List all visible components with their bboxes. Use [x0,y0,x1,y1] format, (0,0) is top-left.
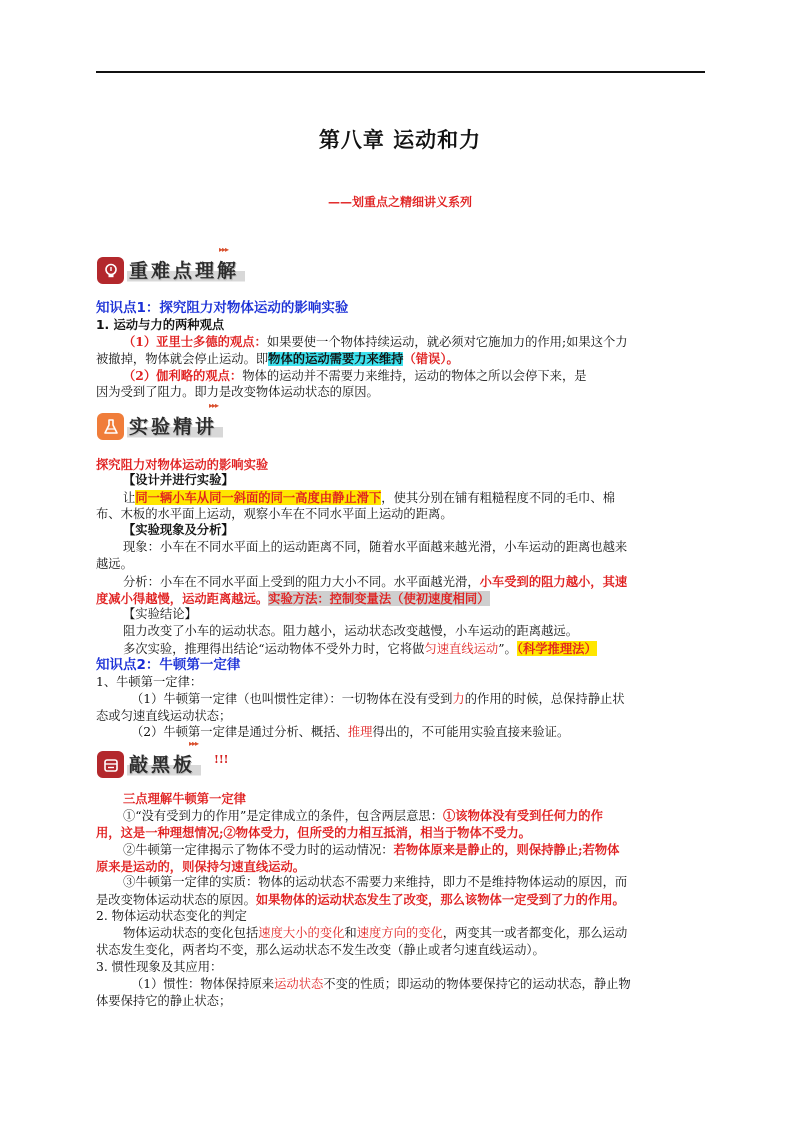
design-line1: 让同一辆小车从同一斜面的同一高度由静止滑下，使其分别在铺有粗糙程度不同的毛巾、棉 [123,490,615,505]
understanding-line3: ②牛顿第一定律揭示了物体不受力时的运动情况：若物体原来是静止的，则保持静止;若物体 [123,842,620,857]
key-points-banner [97,245,257,287]
blackboard-banner [97,739,237,781]
phenomenon-line1: 现象：小车在不同水平面上的运动距离不同，随着水平面越来越光滑，小车运动的距离也越来 [123,540,628,554]
conclusion-heading: 【实验结论】 [123,607,197,621]
section4-item3: 3. 惯性现象及其应用： [96,960,223,974]
arrows-icon: ▸▸▸ [189,739,199,748]
section1-heading: 知识点1：探究阻力对物体运动的影响实验 [96,300,349,316]
understanding-line6: 是改变物体运动状态的原因。如果物体的运动状态发生了改变，那么该物体一定受到了力的作用。 [96,892,625,907]
section2-heading: 探究阻力对物体运动的影响实验 [96,457,269,472]
design-line2: 布、木板的水平面上运动，观察小车在不同水平面上运动的距离。 [96,507,453,521]
understanding-line5: ③牛顿第一定律的实质：物体的运动状态不需要力来维持，即力不是维持物体运动的原因，而 [123,875,628,889]
understanding-line4: 原来是运动的，则保持匀速直线运动。 [96,859,306,874]
galileo-view-cont: 因为受到了阻力。即力是改变物体运动状态的原因。 [96,385,379,399]
newton-law-line2: 态或匀速直线运动状态； [96,709,232,723]
state-change-line2: 状态发生变化，两者均不变，那么运动状态不发生改变（静止或者匀速直线运动）。 [96,943,545,957]
analysis-line2: 度减小得越慢，运动距离越远。实验方法：控制变量法（使初速度相同） [96,591,490,606]
top-rule [96,71,705,73]
design-heading: 【设计并进行实验】 [123,473,234,487]
banner-title: 重难点理解 [127,256,245,283]
experiment-banner [97,401,257,443]
phenomenon-line2: 越远。 [96,557,133,571]
aristotle-view-cont: 被撤掉，物体就会停止运动。即物体的运动需要力来维持（错误）。 [96,351,459,366]
section1-subheading: 1. 运动与力的两种观点 [96,318,225,332]
conclusion-line1: 阻力改变了小车的运动状态。阻力越小，运动状态改变越慢，小车运动的距离越远。 [123,624,578,638]
newton-law-verification: （2）牛顿第一定律是通过分析、概括、推理得出的，不可能用实验直接来验证。 [131,725,570,739]
arrows-icon: ▸▸▸ [219,245,229,254]
arrows-icon: ▸▸▸ [209,401,219,410]
section3-item1: 1、牛顿第一定律： [96,675,203,689]
banner-title: 实验精讲 [127,412,223,439]
section3-heading: 知识点2：牛顿第一定律 [96,657,241,673]
flask-icon [97,413,124,440]
analysis-line1: 分析：小车在不同水平面上受到的阻力大小不同。水平面越光滑，小车受到的阻力越小，其速 [123,574,628,589]
calendar-board-icon [97,751,124,778]
lightbulb-icon [97,257,124,284]
inertia-line2: 体要保持它的静止状态； [96,994,232,1008]
newton-law-line1: （1）牛顿第一定律（也叫惯性定律）：一切物体在没有受到力的作用的时候，总保持静止状 [131,692,625,706]
aristotle-view: （1）亚里士多德的观点：如果要使一个物体持续运动，就必须对它施加力的作用;如果这个力 [123,334,628,349]
understanding-line2: 用，这是一种理想情况;②物体受力，但所受的力相互抵消，相当于物体不受力。 [96,825,531,840]
inertia-line1: （1）惯性：物体保持原来运动状态不变的性质；即运动的物体要保持它的运动状态，静止物 [131,977,631,991]
exclamation-marks: !!! [214,753,229,766]
galileo-view: （2）伽利略的观点：物体的运动并不需要力来维持，运动的物体之所以会停下来，是 [123,368,587,383]
conclusion-line2: 多次实验，推理得出结论“运动物体不受外力时，它将做匀速直线运动”。（科学推理法） [123,641,597,656]
state-change-line1: 物体运动状态的变化包括速度大小的变化和速度方向的变化，两变其一或者都变化，那么运动 [123,926,628,940]
understanding-line1: ①“没有受到力的作用”是定律成立的条件，包含两层意思：①该物体没有受到任何力的作 [123,808,603,823]
section4-heading: 三点理解牛顿第一定律 [123,791,246,806]
phenomenon-heading: 【实验现象及分析】 [123,523,234,537]
banner-title: 敲黑板 [127,750,201,777]
section4-item2: 2. 物体运动状态变化的判定 [96,909,247,923]
series-subtitle: ——划重点之精细讲义系列 [327,195,472,209]
chapter-title: 第八章 运动和力 [318,128,482,152]
